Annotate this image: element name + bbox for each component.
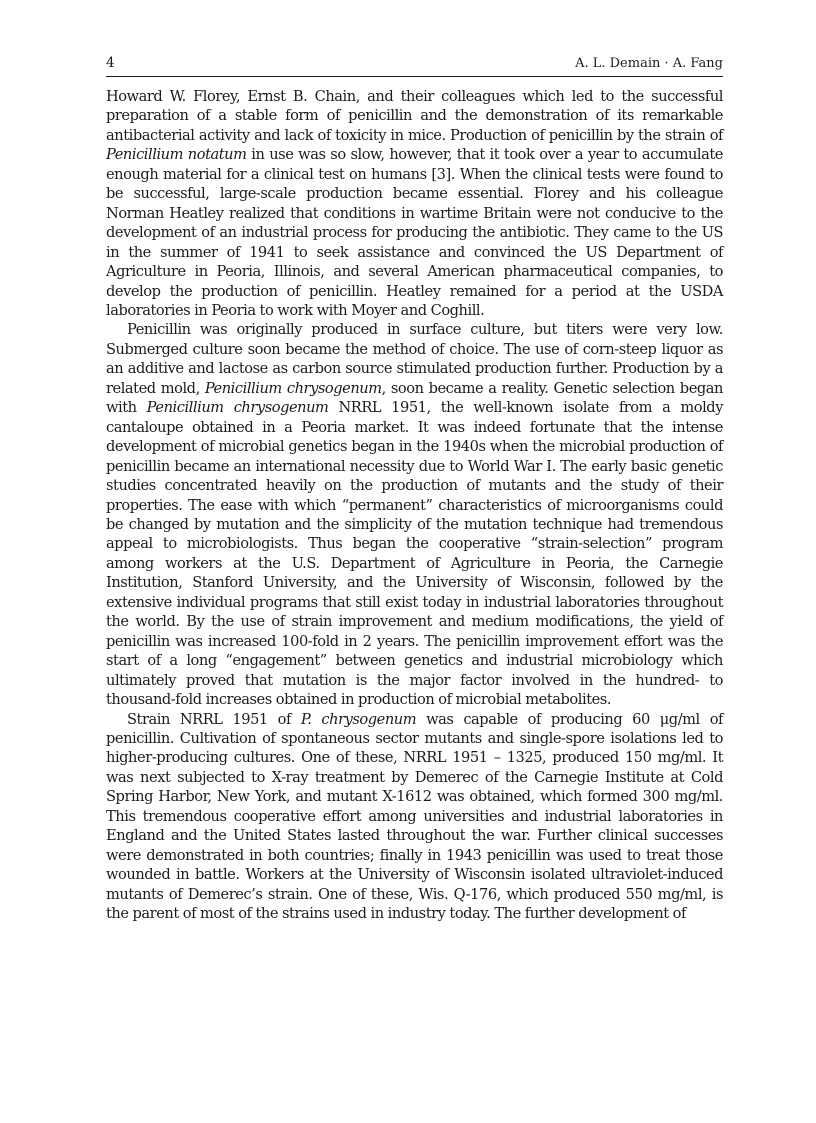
running-head-authors: A. L. Demain · A. Fang [575, 56, 723, 71]
species-name: Penicillium chrysogenum [204, 379, 382, 397]
page-number: 4 [106, 55, 115, 71]
text-run: in use was so slow, however, that it took over a year to accumulate enough material for a clinical test on humans [3]. When the clinical tests were found to be successful, large-scale production became essential. Florey and his colleague Norman Heatley realized that conditions in wartime Britain were not conducive to the development of an industrial process for producing the antibiotic. They came to the US in the summer of 1941 to seek assistance and convinced the US Department of Agriculture in Peoria, Illinois, and several American pharmaceutical companies, to develop the production of penicillin. Heatley remained for a period at the USDA laboratories in Peoria to work with Moyer and Coghill. [106, 146, 723, 319]
body-text [106, 87, 723, 923]
text-run: was capable of producing 60 μg/ml of penicillin. Cultivation of spontaneous sector mutants and single-spore isolations led to higher-producing cultures. One of these, NRRL 1951 – 1325, produced 150 mg/ml. It was next subjected to X-ray treatment by Demerec of the Carnegie Institute at Cold Spring Harbor, New York, and mutant X-1612 was obtained, which formed 300 mg/ml. This tremendous cooperative effort among universities and industrial laboratories in England and the United States lasted throughout the war. Further clinical successes were demonstrated in both countries; finally in 1943 penicillin was used to treat those wounded in battle. Workers at the University of Wisconsin isolated ultraviolet-induced mutants of Demerec’s strain. One of these, Wis. Q-176, which produced 550 mg/ml, is the parent of most of the strains used in industry today. The further development of [106, 710, 723, 923]
species-name: Penicillium notatum [106, 146, 247, 164]
running-head [106, 53, 723, 77]
species-name: Penicillium chrysogenum [146, 399, 329, 417]
paragraph-1 [106, 87, 723, 320]
paragraph-2 [106, 320, 723, 709]
text-run: NRRL 1951, the well-known isolate from a moldy cantaloupe obtained in a Peoria market. It was indeed fortunate that the intense development of microbial genetics began in the 1940s when the microbial production of penicillin became an international necessity due to World War I. The early basic genetic studies concentrated heavily on the production of mutants and the study of their properties. The ease with which “permanent” characteristics of microorganisms could be changed by mutation and the simplicity of the mutation technique had tremendous appeal to microbiologists. Thus began the cooperative “strain-selection” program among workers at the U.S. Department of Agriculture in Peoria, the Carnegie Institution, Stanford University, and the University of Wisconsin, followed by the extensive individual programs that still exist today in industrial laboratories throughout the world. By the use of strain improvement and medium modifications, the yield of penicillin was increased 100-fold in 2 years. The penicillin improvement effort was the start of a long “engagement” between genetics and industrial microbiology which ultimately proved that mutation is the major factor involved in the hundred- to thousand-fold increases obtained in production of microbial metabolites. [106, 399, 723, 709]
text-run: Howard W. Florey, Ernst B. Chain, and their colleagues which led to the successful preparation of a stable form of penicillin and the demonstration of its remarkable antibacterial activity and lack of toxicity in mice. Production of penicillin by the strain of [106, 88, 723, 144]
text-run: Penicillin was originally produced in surface culture, but titers were very low. Submerged culture soon became the method of choice. The use of corn-steep liquor as an additive and lactose as carbon source stimulated production further. Production by a related mold, [106, 321, 723, 397]
paragraph-3 [106, 710, 723, 924]
page [106, 53, 723, 923]
text-run: , soon became a reality. Genetic selection began with [106, 379, 723, 417]
text-run: Strain NRRL 1951 of [127, 710, 301, 728]
species-name: P. chrysogenum [300, 710, 417, 728]
